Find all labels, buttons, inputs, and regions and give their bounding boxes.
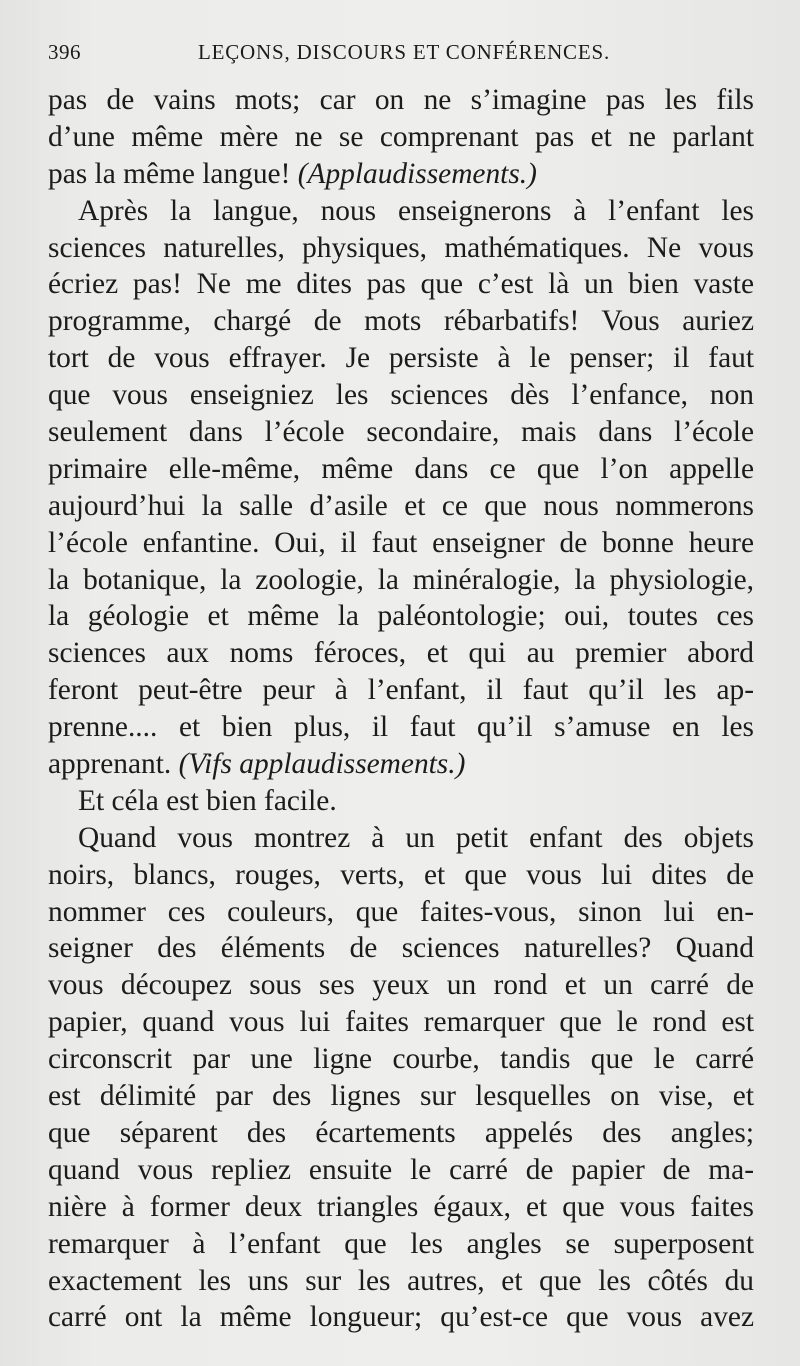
text-line-content: quand vous repliez ensuite le carré de papier de ma-: [48, 1153, 754, 1186]
text-line: [48, 857, 754, 894]
italic-annotation: (Vifs applaudissements.): [178, 748, 466, 781]
text-line: [48, 525, 754, 562]
text-line-content: Quand vous montrez à un petit enfant des objets: [78, 821, 754, 854]
text-line-content: la botanique, la zoologie, la minéralogie, la physiologie,: [48, 563, 754, 596]
text-line: [48, 967, 754, 1004]
text-line: [48, 1226, 754, 1263]
page-number: 396: [48, 40, 81, 64]
text-line: [48, 894, 754, 931]
text-line-content: d’une même mère ne se comprenant pas et ne parlant: [48, 120, 754, 153]
text-line: [48, 672, 754, 709]
text-line: [48, 377, 754, 414]
text-line: [48, 562, 754, 599]
text-line-content: Et céla est bien facile.: [78, 784, 337, 817]
text-line-content: que vous enseigniez les sciences dès l’enfance, non: [48, 379, 754, 412]
text-line: [48, 193, 754, 230]
text-line: [48, 230, 754, 267]
text-line-content: nière à former deux triangles égaux, et que vous faites: [48, 1190, 754, 1223]
text-line: [48, 1004, 754, 1041]
text-line: [48, 156, 754, 193]
text-line-content: remarquer à l’enfant que les angles se superposent: [48, 1227, 754, 1260]
text-line-content: noirs, blancs, rouges, verts, et que vous lui dites de: [48, 858, 754, 891]
text-line: [48, 1299, 754, 1336]
text-line-content: seulement dans l’école secondaire, mais dans l’école: [48, 416, 754, 449]
text-line-content: l’école enfantine. Oui, il faut enseigner de bonne heure: [48, 526, 754, 559]
text-line-content: est délimité par des lignes sur lesquelles on vise, et: [48, 1080, 754, 1113]
text-line-content: carré ont la même longueur; qu’est-ce que vous avez: [48, 1301, 754, 1334]
text-line-content: Après la langue, nous enseignerons à l’enfant les: [78, 194, 754, 227]
text-line: [48, 303, 754, 340]
text-line-content: écriez pas! Ne me dites pas que c’est là un bien vaste: [48, 268, 754, 301]
text-line-content: primaire elle-même, même dans ce que l’on appelle: [48, 452, 754, 485]
text-line-content: apprenant.: [48, 748, 179, 781]
text-line-content: pas la même langue!: [48, 157, 298, 190]
text-line-content: feront peut-être peur à l’enfant, il faut qu’il les ap-: [48, 674, 754, 707]
text-line: [48, 930, 754, 967]
italic-annotation: (Applaudissements.): [297, 157, 537, 190]
text-line: [48, 1263, 754, 1300]
text-line-content: sciences naturelles, physiques, mathématiques. Ne vous: [48, 231, 754, 264]
text-line: [48, 635, 754, 672]
text-line-content: aujourd’hui la salle d’asile et ce que nous nommerons: [48, 489, 754, 522]
text-line: [48, 488, 754, 525]
text-line: [48, 820, 754, 857]
text-line: [48, 1189, 754, 1226]
text-line: [48, 746, 754, 783]
text-line-content: exactement les uns sur les autres, et que les côtés du: [48, 1264, 754, 1297]
text-line-content: seigner des éléments de sciences naturelles? Quand: [48, 932, 754, 965]
text-line: [48, 1078, 754, 1115]
text-line-content: vous découpez sous ses yeux un rond et un carré de: [48, 969, 754, 1002]
text-line: [48, 414, 754, 451]
text-line: [48, 340, 754, 377]
text-line-content: prenne.... et bien plus, il faut qu’il s’amuse en les: [48, 711, 754, 744]
text-line: [48, 119, 754, 156]
text-line-content: tort de vous effrayer. Je persiste à le penser; il faut: [48, 342, 754, 375]
text-line-content: papier, quand vous lui faites remarquer que le rond est: [48, 1006, 754, 1039]
text-line-content: que séparent des écartements appelés des angles;: [48, 1116, 754, 1149]
text-line-content: programme, chargé de mots rébarbatifs! Vous auriez: [48, 305, 754, 338]
text-line: [48, 598, 754, 635]
text-line-content: nommer ces couleurs, que faites-vous, sinon lui en-: [48, 895, 754, 928]
text-line: [48, 1152, 754, 1189]
text-line: [48, 82, 754, 119]
text-line-content: sciences aux noms féroces, et qui au premier abord: [48, 637, 754, 670]
text-line: [48, 709, 754, 746]
running-title: LEÇONS, DISCOURS ET CONFÉRENCES.: [198, 40, 611, 64]
text-line-content: circonscrit par une ligne courbe, tandis que le carré: [48, 1043, 754, 1076]
body-text: [48, 82, 754, 1336]
text-line: [48, 783, 754, 820]
text-line-content: la géologie et même la paléontologie; oui, toutes ces: [48, 600, 754, 633]
text-line: [48, 1115, 754, 1152]
text-line: [48, 266, 754, 303]
text-line: [48, 1041, 754, 1078]
page-header: [48, 40, 752, 80]
text-line: [48, 451, 754, 488]
text-line-content: pas de vains mots; car on ne s’imagine pas les fils: [48, 84, 754, 116]
